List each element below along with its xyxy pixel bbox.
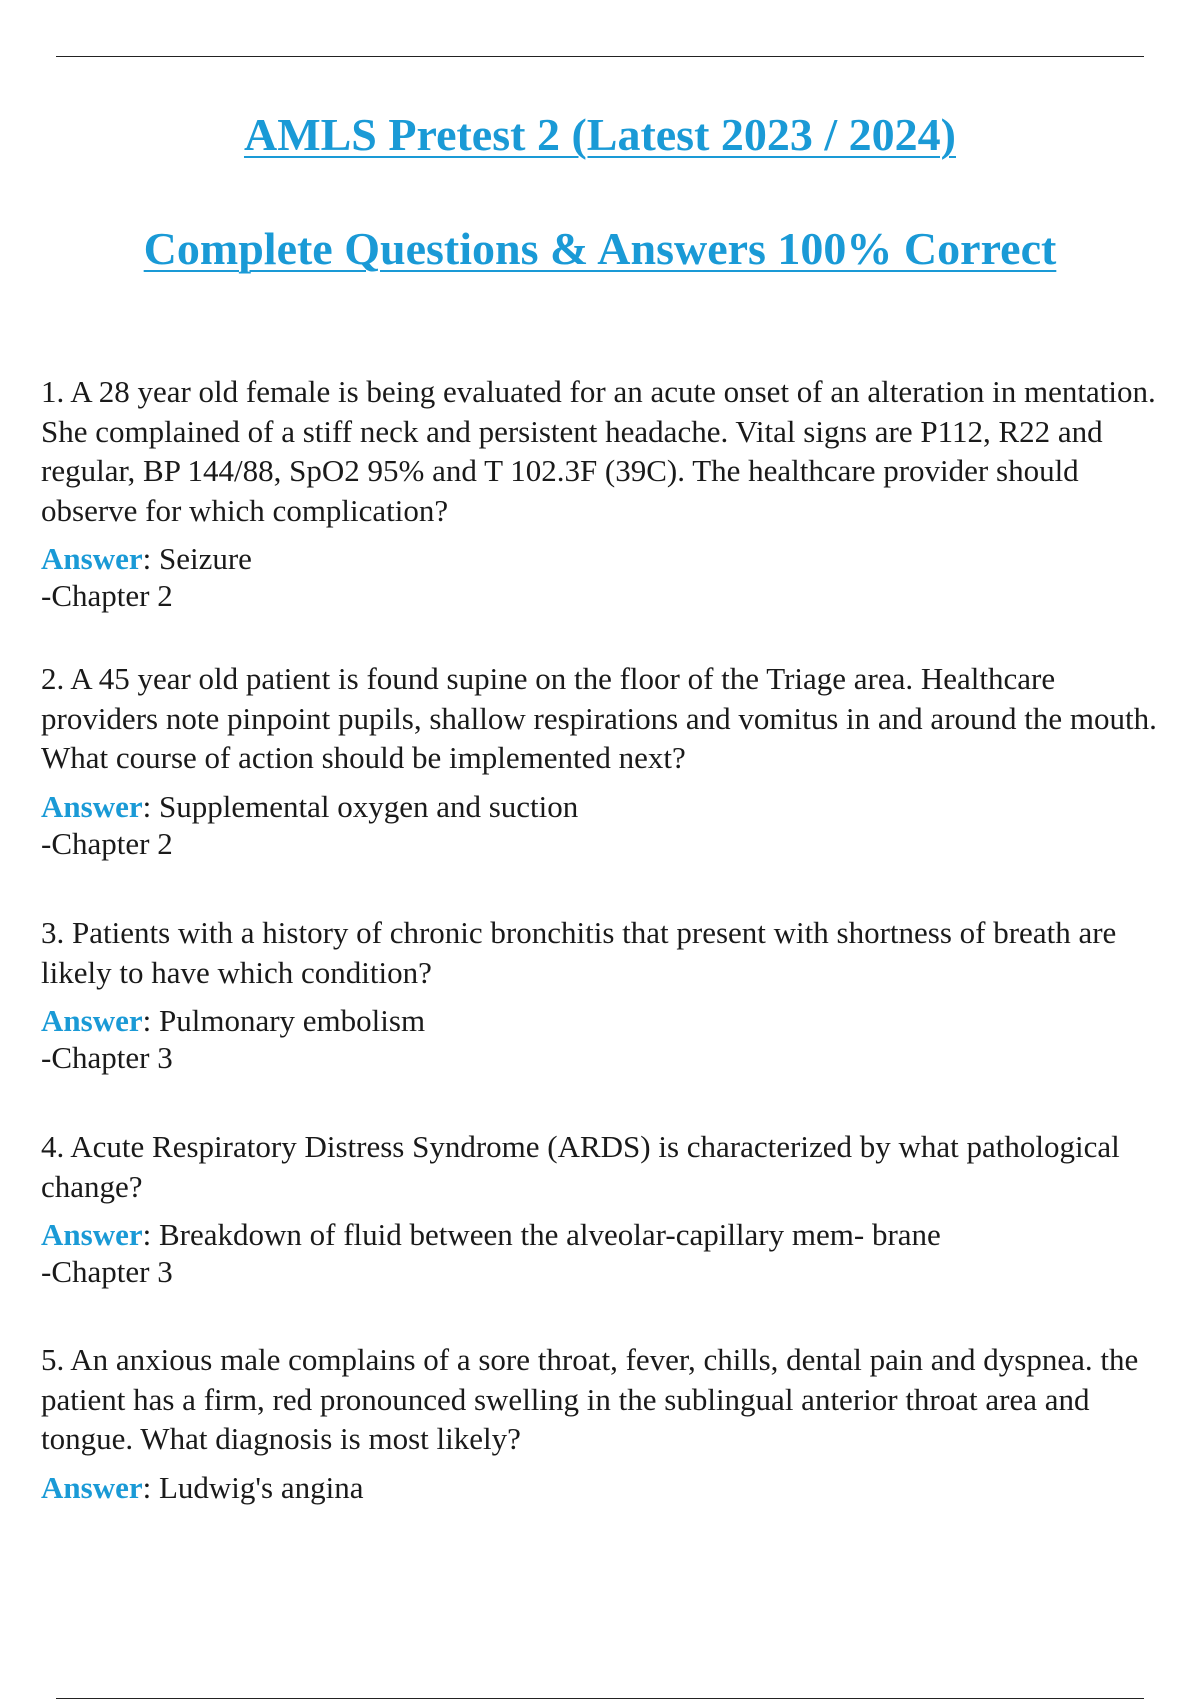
- qa-item-1: [41, 372, 1171, 614]
- chapter-ref: -Chapter 3: [41, 1040, 173, 1075]
- answer-line: [41, 1469, 1171, 1506]
- answer-line: [41, 788, 1171, 825]
- question-text: 1. A 28 year old female is being evaluated for an acute onset of an alteration in mentation. She complained of a stiff neck and persistent headache. Vital signs are P112, R22 and regular, BP 144/88, SpO2 95% and T 102.3F (39C). The healthcare provider should observe for which complication?: [41, 374, 1156, 528]
- qa-item-4: [41, 1127, 1171, 1290]
- answer-line: [41, 1216, 1171, 1253]
- answer-label: Answer: [41, 788, 143, 824]
- answer-text: Pulmonary embolism: [158, 1003, 426, 1038]
- answer-separator: :: [142, 1469, 159, 1505]
- answer-label: Answer: [41, 1003, 143, 1038]
- answer-text: Supplemental oxygen and suction: [158, 788, 579, 824]
- answer-line: [41, 1002, 1171, 1039]
- answer-separator: :: [142, 1003, 159, 1038]
- answer-separator: :: [142, 1217, 159, 1252]
- answer-line: [41, 540, 1171, 577]
- document-subtitle: Complete Questions & Answers 100% Correct: [143, 223, 1057, 274]
- answer-text: Breakdown of fluid between the alveolar-capillary mem- brane: [158, 1217, 941, 1252]
- answer-separator: :: [142, 541, 159, 576]
- answer-label: Answer: [41, 1469, 143, 1505]
- answer-label: Answer: [41, 541, 143, 576]
- chapter-ref: -Chapter 2: [41, 578, 173, 613]
- qa-item-2: [41, 659, 1171, 862]
- answer-separator: :: [142, 788, 159, 824]
- bottom-divider: [56, 1698, 1144, 1699]
- question-text: 4. Acute Respiratory Distress Syndrome (ARDS) is characterized by what pathological change?: [41, 1129, 1120, 1204]
- answer-text: Ludwig's angina: [158, 1469, 364, 1505]
- top-divider: [56, 56, 1144, 57]
- question-text: 2. A 45 year old patient is found supine on the floor of the Triage area. Healthcare providers note pinpoint pupils, shallow respirations and vomitus in and around the mouth. What course of action should be implemented next?: [41, 661, 1157, 775]
- answer-text: Seizure: [158, 541, 252, 576]
- question-text: 3. Patients with a history of chronic bronchitis that present with shortness of breath are likely to have which condition?: [41, 915, 1117, 990]
- chapter-ref: -Chapter 3: [41, 1254, 173, 1289]
- qa-item-5: [41, 1340, 1171, 1506]
- document-title: AMLS Pretest 2 (Latest 2023 / 2024): [243, 109, 956, 160]
- chapter-ref: -Chapter 2: [41, 825, 173, 861]
- qa-item-3: [41, 913, 1171, 1076]
- answer-label: Answer: [41, 1217, 143, 1252]
- question-text: 5. An anxious male complains of a sore throat, fever, chills, dental pain and dyspnea. the patient has a firm, red pronounced swelling in the sublingual anterior throat area and tongue. What diagnosis is most likely?: [41, 1342, 1139, 1456]
